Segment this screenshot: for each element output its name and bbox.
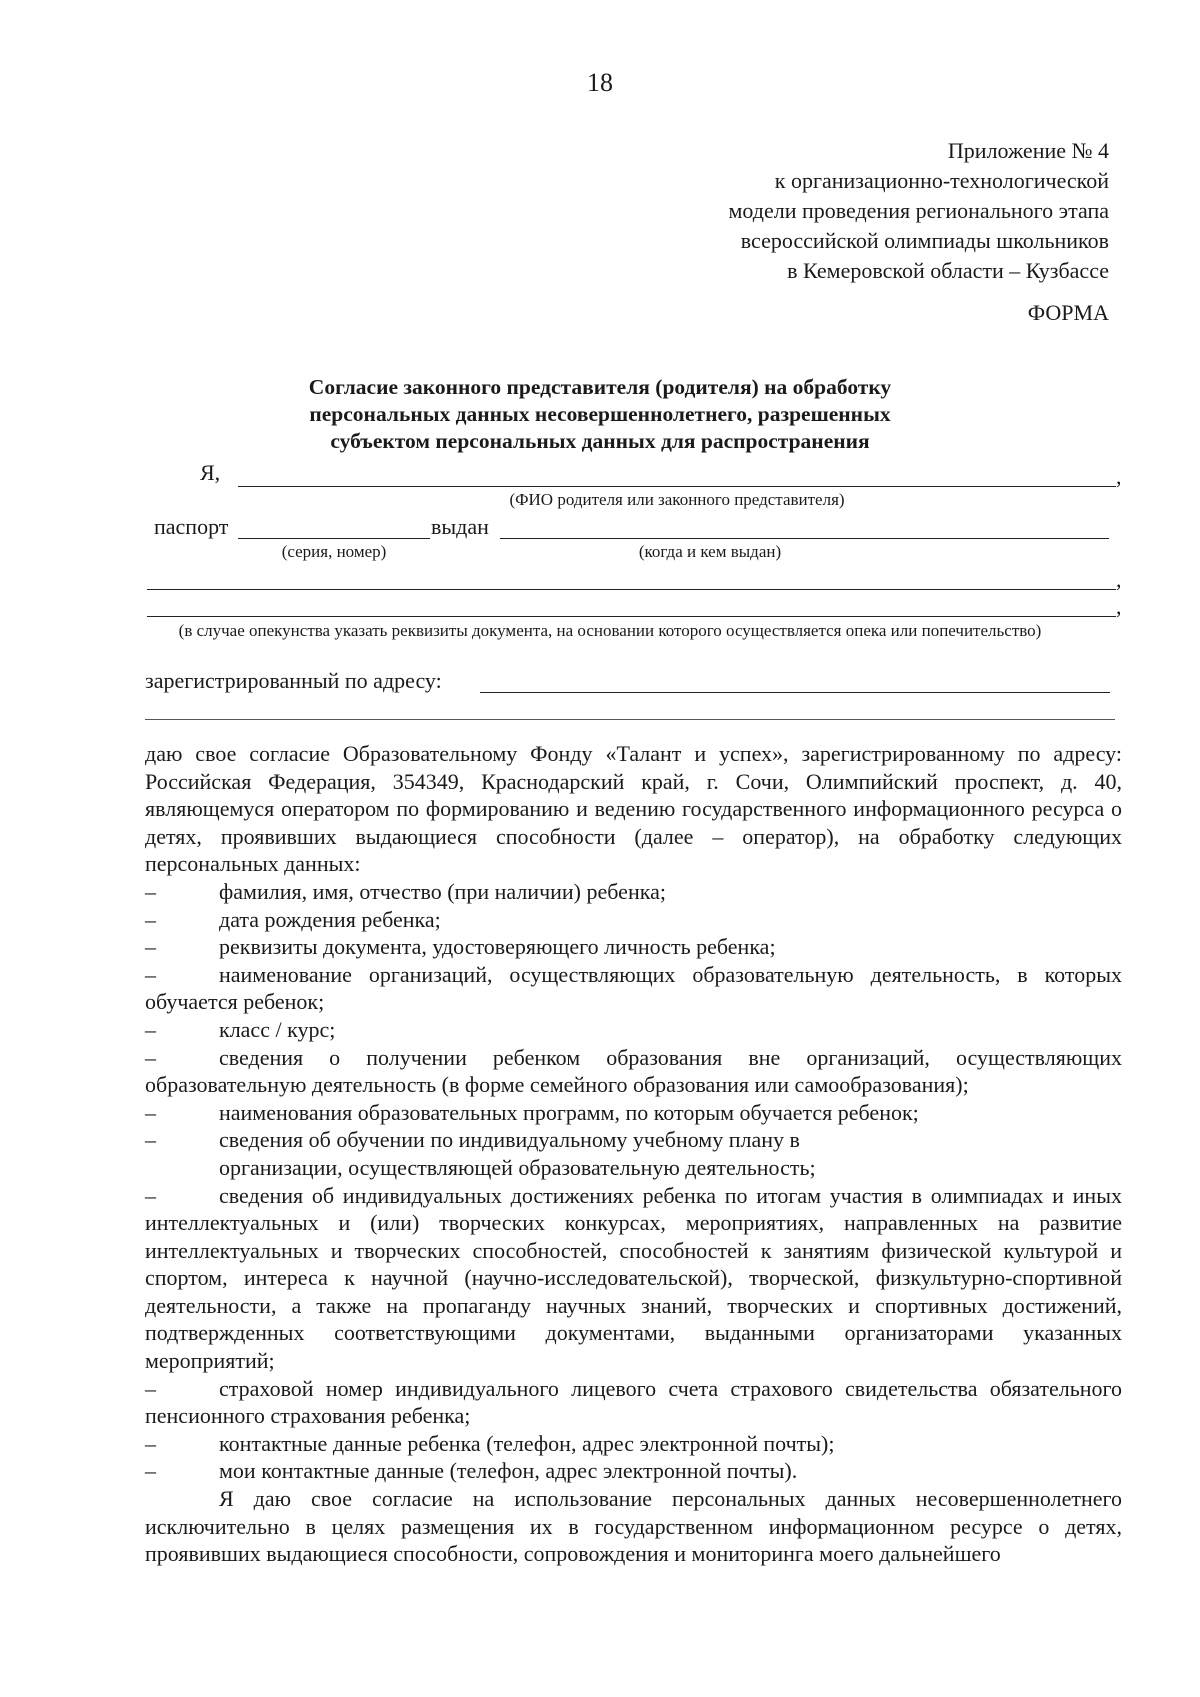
page-number: 18 (587, 68, 613, 97)
ya-label: Я, (200, 460, 221, 485)
list-item-text: контактные данные ребенка (телефон, адрес электронной почты); (219, 1430, 835, 1456)
parent-name-field[interactable] (238, 486, 1116, 487)
document-title (0, 374, 1200, 455)
list-item-text: фамилия, имя, отчество (при наличии) ребенка; (219, 878, 666, 904)
list-item (145, 1430, 1122, 1458)
list-item (145, 1099, 1122, 1127)
dash: – (145, 1127, 156, 1153)
list-item-text: сведения о получении ребенком образования вне организаций, осуществляющих образовательную деятельность (в форме семейного образования или самообразования); (145, 1044, 1122, 1098)
appendix-line: всероссийской олимпиады школьников (740, 228, 1109, 253)
list-item (145, 961, 1122, 1016)
appendix-block (728, 136, 1109, 286)
list-item (145, 933, 1122, 961)
dash: – (145, 878, 156, 904)
issued-caption: (когда и кем выдан) (638, 542, 782, 561)
passport-label: паспорт (154, 514, 229, 539)
issued-label: выдан (431, 514, 489, 539)
list-item (145, 1375, 1122, 1430)
list-item-text: дата рождения ребенка; (219, 906, 441, 932)
form-label: ФОРМА (1027, 300, 1109, 325)
appendix-line: модели проведения регионального этапа (728, 198, 1109, 223)
list-item (145, 878, 1122, 906)
list-item (145, 1457, 1122, 1485)
dash: – (145, 1375, 156, 1401)
guardian-caption: (в случае опекунства указать реквизиты документа, на основании которого осуществляется опека или попечительство) (178, 621, 1042, 640)
dash: – (145, 1044, 156, 1070)
list-item (145, 906, 1122, 934)
list-item-continuation: организации, осуществляющей образовательную деятельность; (219, 1154, 816, 1180)
dash: – (145, 1099, 156, 1125)
dash: – (145, 1430, 156, 1456)
list-item-text: страховой номер индивидуального лицевого счета страхового свидетельства обязательного пенсионного страхования ребенка; (145, 1375, 1122, 1429)
dash: – (145, 906, 156, 932)
comma: , (1116, 594, 1122, 619)
dash: – (145, 1182, 156, 1208)
list-item (145, 1016, 1122, 1044)
guardian-doc-field-2[interactable] (147, 616, 1116, 617)
list-item-text: реквизиты документа, удостоверяющего личность ребенка; (219, 934, 776, 960)
passport-number-field[interactable] (238, 538, 430, 539)
comma: , (1116, 464, 1122, 489)
address-field-line-2[interactable] (145, 719, 1115, 720)
title-line: Согласие законного представителя (родителя) на обработку (308, 375, 892, 399)
title-line: персональных данных несовершеннолетнего, разрешенных (309, 402, 891, 426)
title-line: субъектом персональных данных для распространения (330, 429, 870, 453)
series-caption: (серия, номер) (281, 542, 387, 561)
appendix-line: к организационно-технологической (774, 168, 1109, 193)
dash: – (145, 961, 156, 987)
list-item (145, 1044, 1122, 1099)
list-item-text: сведения об индивидуальных достижениях ребенка по итогам участия в олимпиадах и иных интеллектуальных и (или) творческих конкурсах, мероприятиях, направленных на развитие интеллектуальных и творческих способностей, способностей к занятиям физической культурой и спортом, интереса к научной (научно-исследовательской), творческой, физкультурно-спортивной деятельности, а также на пропаганду научных знаний, творческих и спортивных достижений, подтвержденных соответствующими документами, выданными организаторами указанных мероприятий; (145, 1182, 1122, 1374)
appendix-line: Приложение № 4 (947, 138, 1109, 163)
address-label: зарегистрированный по адресу: (145, 668, 442, 693)
dash: – (145, 1458, 156, 1484)
dash: – (145, 1016, 156, 1042)
dash: – (145, 934, 156, 960)
consent-body (145, 740, 1122, 1568)
comma: , (1116, 567, 1122, 592)
guardian-doc-field-1[interactable] (147, 589, 1116, 590)
address-field[interactable] (480, 692, 1110, 693)
list-item (145, 1182, 1122, 1375)
closing-paragraph: Я даю свое согласие на использование персональных данных несовершеннолетнего исключительно в целях размещения их в государственном информационном ресурсе о детях, проявивших выдающиеся способности, сопровождения и мониторинга моего дальнейшего (145, 1486, 1122, 1567)
list-item-text: мои контактные данные (телефон, адрес электронной почты). (219, 1458, 798, 1484)
list-item (145, 1126, 1122, 1154)
list-item-text: класс / курс; (219, 1016, 336, 1042)
issued-by-field[interactable] (500, 538, 1109, 539)
fio-caption: (ФИО родителя или законного представителя) (509, 490, 845, 509)
appendix-line: в Кемеровской области – Кузбассе (787, 258, 1109, 283)
list-item-text: наименования образовательных программ, по которым обучается ребенок; (219, 1099, 919, 1125)
intro-paragraph: даю свое согласие Образовательному Фонду «Талант и успех», зарегистрированному по адресу: Российская Федерация, 354349, Краснодарский край, г. Сочи, Олимпийский проспект, д. 40, являющемуся оператором по формированию и ведению государственного информационного ресурса о детях, проявивших выдающиеся способности (далее – оператор), на обработку следующих персональных данных: (145, 741, 1122, 877)
list-item-text: сведения об обучении по индивидуальному учебному плану в (219, 1127, 800, 1153)
list-item-text: наименование организаций, осуществляющих образовательную деятельность, в которых обучается ребенок; (145, 961, 1122, 1015)
